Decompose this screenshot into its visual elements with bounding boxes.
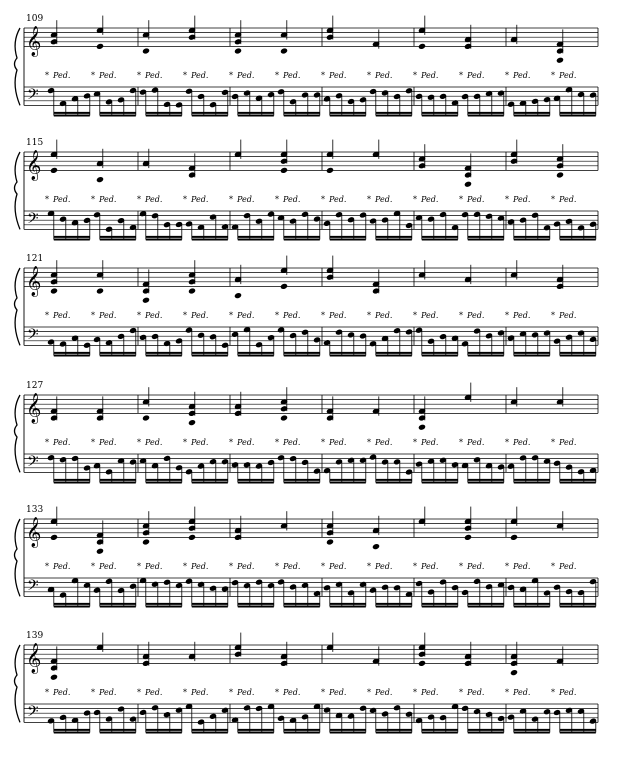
- pedal-release-mark: *: [459, 562, 463, 571]
- pedal-release-mark: *: [137, 688, 141, 697]
- pedal-mark: Ped.: [375, 311, 393, 320]
- treble-clef-icon: 𝄞: [26, 643, 42, 674]
- pedal-release-mark: *: [367, 195, 371, 204]
- pedal-mark: Ped.: [283, 71, 301, 80]
- pedal-release-mark: *: [367, 311, 371, 320]
- pedal-mark: Ped.: [375, 195, 393, 204]
- pedal-mark: Ped.: [237, 311, 255, 320]
- pedal-mark: Ped.: [329, 562, 347, 571]
- notehead: [326, 167, 333, 173]
- measure: [137, 260, 230, 355]
- pedal-release-mark: *: [413, 562, 417, 571]
- pedal-release-mark: *: [413, 311, 417, 320]
- pedal-release-mark: *: [275, 688, 279, 697]
- pedal-mark: Ped.: [559, 438, 577, 447]
- measure: [229, 511, 322, 606]
- pedal-mark: Ped.: [559, 688, 577, 697]
- notehead: [556, 57, 563, 63]
- pedal-release-mark: *: [551, 195, 555, 204]
- treble-staff: [24, 28, 598, 46]
- pedal-mark: Ped.: [283, 311, 301, 320]
- pedal-release-mark: *: [459, 438, 463, 447]
- pedal-release-mark: *: [45, 438, 49, 447]
- brace: [15, 28, 21, 105]
- pedal-mark: Ped.: [283, 688, 301, 697]
- measure: [137, 387, 230, 482]
- pedal-mark: Ped.: [559, 311, 577, 320]
- pedal-mark: Ped.: [559, 562, 577, 571]
- pedal-release-mark: *: [551, 562, 555, 571]
- measure: [413, 144, 506, 239]
- pedal-release-mark: *: [91, 195, 95, 204]
- pedal-mark: Ped.: [329, 438, 347, 447]
- pedal-mark: Ped.: [191, 438, 209, 447]
- notehead: [234, 293, 241, 299]
- notehead: [280, 415, 287, 421]
- pedal-release-mark: *: [321, 311, 325, 320]
- treble-clef-icon: 𝄞: [26, 266, 42, 297]
- pedal-release-mark: *: [275, 562, 279, 571]
- pedal-release-mark: *: [459, 71, 463, 80]
- measure-number: 109: [26, 14, 44, 24]
- pedal-release-mark: *: [321, 71, 325, 80]
- pedal-mark: Ped.: [99, 195, 117, 204]
- pedal-release-mark: *: [321, 562, 325, 571]
- pedal-mark: Ped.: [53, 438, 71, 447]
- pedal-release-mark: *: [137, 311, 141, 320]
- measure: [321, 395, 414, 483]
- notehead: [326, 539, 333, 545]
- notehead: [510, 670, 517, 676]
- pedal-mark: Ped.: [421, 562, 439, 571]
- pedal-release-mark: *: [91, 71, 95, 80]
- pedal-mark: Ped.: [421, 311, 439, 320]
- pedal-mark: Ped.: [559, 71, 577, 80]
- pedal-mark: Ped.: [513, 195, 531, 204]
- notehead: [50, 674, 57, 680]
- notehead: [50, 167, 57, 173]
- pedal-release-mark: *: [459, 311, 463, 320]
- pedal-mark: Ped.: [145, 438, 163, 447]
- measure: [505, 25, 598, 116]
- notehead: [418, 660, 425, 666]
- pedal-mark: Ped.: [99, 562, 117, 571]
- notehead: [188, 288, 195, 294]
- pedal-mark: Ped.: [145, 311, 163, 320]
- measure: [45, 395, 138, 483]
- treble-staff: [24, 645, 598, 663]
- pedal-release-mark: *: [367, 71, 371, 80]
- pedal-release-mark: *: [45, 562, 49, 571]
- pedal-release-mark: *: [91, 562, 95, 571]
- treble-clef-icon: 𝄞: [26, 393, 42, 424]
- pedal-release-mark: *: [183, 562, 187, 571]
- pedal-mark: Ped.: [329, 71, 347, 80]
- pedal-mark: Ped.: [191, 311, 209, 320]
- pedal-mark: Ped.: [53, 195, 71, 204]
- pedal-mark: Ped.: [191, 688, 209, 697]
- brace: [15, 395, 21, 472]
- pedal-release-mark: *: [505, 438, 509, 447]
- notehead: [464, 534, 471, 540]
- measure: [413, 260, 506, 355]
- pedal-release-mark: *: [229, 195, 233, 204]
- pedal-release-mark: *: [183, 195, 187, 204]
- pedal-mark: Ped.: [513, 71, 531, 80]
- pedal-mark: Ped.: [99, 71, 117, 80]
- pedal-mark: Ped.: [421, 438, 439, 447]
- measure: [45, 260, 138, 355]
- measure-number: 139: [26, 631, 44, 641]
- pedal-release-mark: *: [367, 688, 371, 697]
- notehead: [142, 48, 149, 54]
- pedal-mark: Ped.: [375, 688, 393, 697]
- bass-clef-icon: 𝄢: [27, 452, 39, 474]
- pedal-mark: Ped.: [283, 562, 301, 571]
- notehead: [188, 420, 195, 426]
- pedal-release-mark: *: [91, 688, 95, 697]
- bass-clef-icon: 𝄢: [27, 85, 39, 107]
- pedal-release-mark: *: [137, 562, 141, 571]
- pedal-release-mark: *: [275, 311, 279, 320]
- notehead: [96, 43, 103, 49]
- pedal-release-mark: *: [137, 438, 141, 447]
- notehead: [50, 534, 57, 540]
- measure-number: 115: [26, 138, 44, 148]
- pedal-release-mark: *: [45, 71, 49, 80]
- pedal-mark: Ped.: [237, 438, 255, 447]
- system-6: [15, 631, 599, 733]
- measure: [505, 260, 598, 355]
- notehead: [96, 288, 103, 294]
- bass-clef-icon: 𝄢: [27, 702, 39, 724]
- pedal-mark: Ped.: [467, 562, 485, 571]
- pedal-release-mark: *: [229, 438, 233, 447]
- pedal-mark: Ped.: [237, 688, 255, 697]
- pedal-release-mark: *: [91, 311, 95, 320]
- brace: [15, 268, 21, 345]
- notehead: [280, 167, 287, 173]
- system-1: [15, 14, 599, 116]
- pedal-release-mark: *: [367, 438, 371, 447]
- measure-number: 127: [26, 381, 44, 391]
- pedal-release-mark: *: [551, 438, 555, 447]
- pedal-release-mark: *: [91, 438, 95, 447]
- pedal-release-mark: *: [183, 71, 187, 80]
- pedal-mark: Ped.: [145, 71, 163, 80]
- pedal-mark: Ped.: [467, 71, 485, 80]
- pedal-mark: Ped.: [191, 195, 209, 204]
- notehead: [280, 48, 287, 54]
- pedal-release-mark: *: [229, 311, 233, 320]
- pedal-mark: Ped.: [513, 562, 531, 571]
- pedal-release-mark: *: [413, 71, 417, 80]
- notehead: [510, 534, 517, 540]
- notehead: [142, 415, 149, 421]
- pedal-mark: Ped.: [467, 311, 485, 320]
- measure-number: 121: [26, 254, 44, 264]
- pedal-release-mark: *: [45, 311, 49, 320]
- pedal-release-mark: *: [551, 71, 555, 80]
- pedal-mark: Ped.: [145, 688, 163, 697]
- pedal-release-mark: *: [459, 688, 463, 697]
- pedal-release-mark: *: [505, 71, 509, 80]
- pedal-release-mark: *: [505, 562, 509, 571]
- pedal-mark: Ped.: [53, 688, 71, 697]
- pedal-mark: Ped.: [421, 688, 439, 697]
- pedal-release-mark: *: [183, 438, 187, 447]
- pedal-release-mark: *: [275, 195, 279, 204]
- notehead: [142, 539, 149, 545]
- pedal-release-mark: *: [45, 688, 49, 697]
- pedal-mark: Ped.: [375, 71, 393, 80]
- pedal-mark: Ped.: [559, 195, 577, 204]
- pedal-mark: Ped.: [375, 438, 393, 447]
- treble-clef-icon: 𝄞: [26, 517, 42, 548]
- pedal-mark: Ped.: [99, 438, 117, 447]
- pedal-release-mark: *: [275, 71, 279, 80]
- pedal-mark: Ped.: [421, 195, 439, 204]
- pedal-mark: Ped.: [513, 438, 531, 447]
- notehead: [280, 283, 287, 289]
- pedal-release-mark: *: [275, 438, 279, 447]
- notehead: [556, 172, 563, 178]
- pedal-release-mark: *: [229, 71, 233, 80]
- pedal-mark: Ped.: [375, 562, 393, 571]
- measure: [137, 642, 230, 733]
- pedal-mark: Ped.: [53, 71, 71, 80]
- pedal-release-mark: *: [367, 562, 371, 571]
- measure: [505, 387, 598, 482]
- measure: [137, 149, 230, 240]
- measure: [229, 387, 322, 482]
- brace: [15, 519, 21, 596]
- pedal-release-mark: *: [321, 195, 325, 204]
- pedal-mark: Ped.: [237, 562, 255, 571]
- notehead: [418, 424, 425, 430]
- notehead: [188, 534, 195, 540]
- pedal-mark: Ped.: [329, 195, 347, 204]
- pedal-release-mark: *: [321, 688, 325, 697]
- pedal-release-mark: *: [551, 688, 555, 697]
- notehead: [96, 177, 103, 183]
- pedal-release-mark: *: [321, 438, 325, 447]
- pedal-release-mark: *: [229, 562, 233, 571]
- pedal-mark: Ped.: [513, 311, 531, 320]
- system-5: [15, 505, 599, 607]
- notehead: [234, 48, 241, 54]
- pedal-mark: Ped.: [145, 562, 163, 571]
- pedal-mark: Ped.: [191, 71, 209, 80]
- pedal-release-mark: *: [413, 438, 417, 447]
- pedal-mark: Ped.: [467, 195, 485, 204]
- pedal-mark: Ped.: [467, 438, 485, 447]
- measure: [505, 642, 598, 733]
- brace: [15, 645, 21, 722]
- bass-clef-icon: 𝄢: [27, 325, 39, 347]
- pedal-release-mark: *: [505, 195, 509, 204]
- pedal-release-mark: *: [45, 195, 49, 204]
- bass-clef-icon: 𝄢: [27, 576, 39, 598]
- pedal-release-mark: *: [413, 195, 417, 204]
- pedal-release-mark: *: [137, 71, 141, 80]
- system-2: [15, 138, 599, 240]
- pedal-release-mark: *: [183, 311, 187, 320]
- pedal-mark: Ped.: [283, 438, 301, 447]
- pedal-mark: Ped.: [513, 688, 531, 697]
- notehead: [142, 297, 149, 303]
- pedal-mark: Ped.: [283, 195, 301, 204]
- pedal-mark: Ped.: [329, 688, 347, 697]
- pedal-release-mark: *: [551, 311, 555, 320]
- pedal-mark: Ped.: [421, 71, 439, 80]
- pedal-mark: Ped.: [53, 562, 71, 571]
- notehead: [372, 544, 379, 550]
- notehead: [50, 288, 57, 294]
- pedal-release-mark: *: [505, 311, 509, 320]
- notehead: [464, 181, 471, 187]
- pedal-release-mark: *: [137, 195, 141, 204]
- pedal-mark: Ped.: [99, 311, 117, 320]
- pedal-mark: Ped.: [237, 71, 255, 80]
- notehead: [418, 43, 425, 49]
- measure: [229, 20, 322, 115]
- pedal-mark: Ped.: [99, 688, 117, 697]
- measure-number: 133: [26, 505, 44, 515]
- notehead: [96, 548, 103, 554]
- system-3: [15, 254, 599, 356]
- pedal-release-mark: *: [459, 195, 463, 204]
- pedal-release-mark: *: [229, 688, 233, 697]
- pedal-mark: Ped.: [329, 311, 347, 320]
- pedal-mark: Ped.: [53, 311, 71, 320]
- treble-clef-icon: 𝄞: [26, 150, 42, 181]
- treble-clef-icon: 𝄞: [26, 26, 42, 57]
- pedal-mark: Ped.: [145, 195, 163, 204]
- pedal-release-mark: *: [413, 688, 417, 697]
- pedal-mark: Ped.: [237, 195, 255, 204]
- brace: [15, 152, 21, 229]
- pedal-release-mark: *: [183, 688, 187, 697]
- pedal-mark: Ped.: [467, 688, 485, 697]
- bass-clef-icon: 𝄢: [27, 209, 39, 231]
- system-4: [15, 381, 599, 483]
- pedal-mark: Ped.: [191, 562, 209, 571]
- measure: [321, 511, 414, 606]
- pedal-release-mark: *: [505, 688, 509, 697]
